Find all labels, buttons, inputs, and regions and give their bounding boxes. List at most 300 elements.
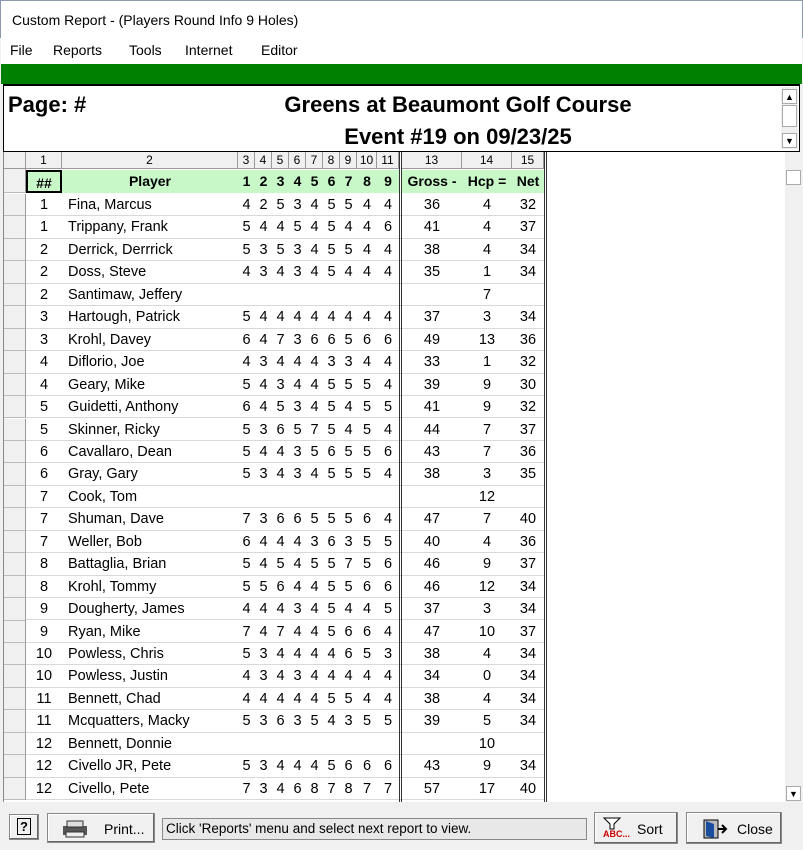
hole-score-cell: 5 [276,197,285,213]
table-row[interactable] [26,576,544,598]
col-header[interactable]: 8 [357,170,377,193]
row-header[interactable] [4,621,26,643]
player-cell: Gray, Gary [68,466,138,483]
net-cell [512,733,544,755]
table-row[interactable] [26,463,544,485]
hcp-cell: 9 [482,399,492,416]
hole-score-cell: 4 [310,219,319,236]
hole-score-cell: 5 [362,713,372,730]
table-row[interactable] [26,688,544,710]
grid-divider [544,152,547,802]
page-label: Page: # [8,92,87,117]
hole-score-cell: 4 [383,309,393,326]
hole-score-cell: 5 [344,197,353,213]
hcp-cell: 9 [482,556,492,573]
hole-score-cell: 5 [259,578,268,595]
hole-score-cell: 2 [259,197,268,213]
player-cell: Dougherty, James [68,601,185,618]
hole-score-cell: 4 [310,601,319,618]
col-number: 11 [377,152,399,169]
row-header[interactable] [4,351,26,373]
hcp-cell: 3 [482,601,492,618]
player-cell: Civello, Pete [68,780,150,797]
hole-score-cell: 4 [293,646,302,662]
hole-score-cell: 6 [383,331,393,348]
sort-label: Sort [637,821,663,837]
hcp-cell: 7 [482,511,492,528]
hole-score-cell: 4 [327,713,336,730]
hole-score-cell: 4 [293,758,302,775]
table-row[interactable] [26,621,544,643]
gross-cell: 57 [423,780,441,797]
col-header[interactable]: 9 [377,170,399,193]
rank-cell: 12 [35,780,53,797]
gross-cell [402,284,462,306]
row-header[interactable] [4,419,26,441]
hole-score-cell: 7 [276,331,285,348]
print-label: Print... [104,821,145,837]
hole-score-cell: 4 [276,601,285,618]
hole-score-cell: 4 [293,376,302,393]
grid-scrollbar[interactable] [785,152,802,802]
hole-score-cell: 6 [327,331,336,348]
col-header[interactable]: Player [62,170,238,193]
hole-score-cell: 5 [327,376,336,393]
player-cell: Ryan, Mike [68,623,141,640]
hole-score-cell: 4 [242,197,251,213]
table-row[interactable] [26,306,544,328]
table-row[interactable] [26,486,544,508]
table-row[interactable] [26,733,544,755]
hole-score-cell: 4 [276,690,285,707]
hole-score-cell: 3 [344,713,353,730]
table-row[interactable] [26,598,544,620]
hole-score-cell [323,733,340,755]
exit-door-icon [702,818,728,840]
hole-score-cell: 6 [293,511,302,528]
net-cell: 32 [519,354,537,371]
gross-cell: 47 [423,511,441,528]
hole-score-cell: 3 [293,241,302,258]
table-row[interactable] [26,778,544,800]
hcp-cell: 3 [482,466,492,483]
net-cell: 34 [519,309,537,326]
table-row[interactable] [26,284,544,306]
rank-cell: 3 [39,309,49,326]
gross-cell: 39 [423,376,441,393]
hole-score-cell [340,284,357,306]
hole-score-cell: 4 [383,421,393,438]
hole-score-cell: 4 [327,668,336,685]
hole-score-cell: 6 [327,533,336,550]
hole-score-cell: 6 [276,578,285,595]
grid-divider [399,152,402,802]
hole-score-cell: 3 [259,264,268,281]
hole-score-cell [238,733,255,755]
table-row[interactable] [26,419,544,441]
scroll-up-arrow-icon[interactable]: ▲ [782,89,797,104]
table-row[interactable] [26,239,544,261]
hole-score-cell: 4 [276,668,285,685]
menu-internet[interactable]: Internet [185,42,233,58]
player-cell: Weller, Bob [68,533,142,550]
rank-cell: 11 [36,690,52,707]
hole-score-cell: 3 [293,601,302,618]
rank-cell: 1 [39,197,49,213]
hole-score-cell: 6 [344,646,353,662]
hole-score-cell: 5 [362,399,372,416]
hole-score-cell: 4 [276,758,285,775]
hole-score-cell [357,284,377,306]
rank-cell: 6 [39,443,49,460]
report-header [3,84,800,152]
hole-score-cell: 3 [259,354,268,371]
menu-reports[interactable]: Reports [53,42,103,58]
col-number: 4 [255,152,272,169]
hole-score-cell: 4 [310,668,319,685]
player-cell: Trippany, Frank [68,219,168,236]
net-cell: 34 [519,578,537,595]
row-header[interactable] [4,396,26,418]
sort-funnel-icon [601,816,623,830]
hole-score-cell [272,486,289,508]
row-header[interactable] [4,710,26,732]
col-header[interactable]: 3 [272,170,289,193]
print-button[interactable] [47,813,155,843]
hole-score-cell: 4 [242,601,251,618]
hole-score-cell: 5 [344,241,353,258]
menu-editor[interactable]: Editor [261,42,298,58]
gross-cell: 38 [423,466,441,483]
hole-score-cell: 3 [293,197,302,213]
hole-score-cell: 5 [327,690,336,707]
col-header[interactable]: ## [26,170,62,193]
hole-score-cell: 4 [259,219,268,236]
table-row[interactable] [26,531,544,553]
row-header[interactable] [4,261,26,283]
corner-cell [4,152,26,169]
col-number: 9 [340,152,357,169]
status-message: Click 'Reports' menu and select next report to view. [162,818,587,840]
hole-score-cell: 5 [344,376,353,393]
hole-score-cell: 5 [242,376,251,393]
col-number: 15 [512,152,544,169]
hole-score-cell: 8 [310,780,319,797]
hole-score-cell: 5 [344,578,353,595]
row-header[interactable] [4,306,26,328]
rank-cell: 5 [39,421,49,438]
hole-score-cell: 6 [276,421,285,438]
hole-score-cell: 3 [259,241,268,258]
help-icon: ? [17,818,31,835]
hole-score-cell: 5 [327,399,336,416]
row-header[interactable] [4,755,26,777]
net-cell: 34 [519,758,537,775]
row-header[interactable] [4,665,26,687]
col-header[interactable]: Gross - [402,170,462,193]
row-header[interactable] [4,778,26,800]
row-header[interactable] [4,531,26,553]
player-cell: Diflorio, Joe [68,354,145,371]
hcp-cell: 4 [482,219,492,236]
hole-score-cell: 4 [344,601,353,618]
menu-bar [1,38,802,64]
hole-score-cell: 5 [310,556,319,573]
hole-score-cell [272,284,289,306]
hole-score-cell: 4 [276,466,285,483]
scroll-thumb[interactable] [782,105,797,127]
gross-cell: 38 [423,241,441,258]
hole-score-cell: 5 [344,466,353,483]
hole-score-cell: 4 [362,197,372,213]
row-header[interactable] [4,486,26,508]
row-header[interactable] [4,576,26,598]
hole-score-cell: 4 [383,241,393,258]
hole-score-cell: 5 [344,690,353,707]
hcp-cell: 10 [478,623,496,640]
hcp-cell: 10 [478,735,496,752]
hole-score-cell: 5 [310,511,319,528]
hole-score-cell: 3 [259,421,268,438]
net-cell: 34 [519,713,537,730]
row-header[interactable] [4,374,26,396]
hole-score-cell: 7 [327,780,336,797]
rank-cell: 11 [36,713,52,730]
hole-score-cell: 5 [242,219,251,236]
hole-score-cell: 4 [259,601,268,618]
hole-score-cell [289,486,306,508]
player-cell: Krohl, Tommy [68,578,157,595]
player-cell: Shuman, Dave [68,511,164,528]
player-cell: Powless, Justin [68,668,168,685]
net-cell: 34 [519,646,537,662]
table-row[interactable] [26,396,544,418]
hole-score-cell: 4 [383,690,393,707]
col-header[interactable]: 5 [306,170,323,193]
row-header[interactable] [4,508,26,530]
net-cell: 40 [519,780,537,797]
gross-cell [402,486,462,508]
hole-score-cell: 4 [310,758,319,775]
table-row[interactable] [26,261,544,283]
hole-score-cell: 5 [362,376,372,393]
hcp-cell: 4 [482,241,492,258]
row-header[interactable] [4,216,26,238]
gross-cell: 41 [423,399,441,416]
hole-score-cell: 4 [293,354,302,371]
sort-button[interactable] [594,812,678,844]
hole-score-cell: 5 [362,646,372,662]
hole-score-cell: 4 [259,533,268,550]
hole-score-cell [323,284,340,306]
hole-score-cell: 4 [276,219,285,236]
rank-cell: 5 [39,399,49,416]
table-row[interactable] [26,553,544,575]
rank-cell: 8 [39,556,49,573]
hole-score-cell: 6 [310,331,319,348]
hole-score-cell: 4 [310,646,319,662]
hole-score-cell [357,486,377,508]
hole-score-cell: 4 [310,197,319,213]
header-scrollbar[interactable] [781,87,798,149]
hcp-cell: 17 [478,780,496,797]
hcp-cell: 7 [482,286,492,303]
col-number: 1 [26,152,62,169]
hole-score-cell: 3 [310,533,319,550]
row-header[interactable] [4,194,26,216]
grid-scroll-down-icon[interactable]: ▼ [786,786,801,801]
hole-score-cell [377,733,399,755]
net-cell: 34 [519,264,537,281]
net-cell: 34 [519,668,537,685]
table-row[interactable] [26,374,544,396]
hole-score-cell: 5 [242,646,251,662]
table-row[interactable] [26,441,544,463]
hole-score-cell: 3 [259,758,268,775]
hole-score-cell: 4 [383,264,393,281]
hole-score-cell: 4 [383,623,393,640]
table-row[interactable] [26,665,544,687]
net-cell: 30 [519,376,537,393]
gross-cell [402,733,462,755]
col-header[interactable]: 4 [289,170,306,193]
table-row[interactable] [26,351,544,373]
hole-score-cell: 4 [310,690,319,707]
hole-score-cell: 4 [362,690,372,707]
hole-score-cell: 5 [344,331,353,348]
hole-score-cell: 4 [310,354,319,371]
row-header[interactable] [4,733,26,755]
hole-score-cell [289,733,306,755]
row-header[interactable] [4,553,26,575]
hole-score-cell: 6 [242,399,251,416]
hole-score-cell: 4 [276,264,285,281]
hole-score-cell: 3 [383,646,393,662]
hole-score-cell: 3 [293,668,302,685]
player-cell: Doss, Steve [68,264,147,281]
menu-file[interactable]: File [10,42,33,58]
rank-cell: 7 [39,533,49,550]
hole-score-cell: 5 [362,533,372,550]
hole-score-cell: 5 [242,241,251,258]
hole-score-cell: 4 [310,264,319,281]
row-header[interactable] [4,643,26,665]
col-header[interactable]: 1 [238,170,255,193]
hole-score-cell: 7 [344,556,353,573]
close-button[interactable] [686,812,782,844]
green-divider [1,64,802,84]
col-header[interactable]: 6 [323,170,340,193]
col-header[interactable]: 7 [340,170,357,193]
col-header[interactable]: Hcp = [462,170,512,193]
row-header[interactable] [4,239,26,261]
hole-score-cell: 4 [276,354,285,371]
help-button[interactable] [9,814,39,840]
gross-cell: 43 [423,443,441,460]
hcp-cell: 4 [482,646,492,662]
net-cell [512,284,544,306]
row-header[interactable] [4,329,26,351]
hole-score-cell: 3 [259,713,268,730]
gross-cell: 37 [423,309,441,326]
hole-score-cell: 3 [293,399,302,416]
rank-cell: 8 [39,578,49,595]
gross-cell: 34 [423,668,441,685]
hole-score-cell: 6 [383,443,393,460]
hcp-cell: 5 [482,713,492,730]
hole-score-cell: 6 [383,556,393,573]
hole-score-cell: 6 [276,713,285,730]
hole-score-cell: 4 [259,623,268,640]
table-row[interactable] [26,643,544,665]
hole-score-cell: 5 [242,466,251,483]
hole-score-cell: 4 [344,264,353,281]
net-cell: 36 [519,443,537,460]
row-header[interactable] [4,688,26,710]
col-number: 14 [462,152,512,169]
row-header[interactable] [4,463,26,485]
hole-score-cell: 7 [242,511,251,528]
hole-score-cell: 3 [259,646,268,662]
row-header[interactable] [4,441,26,463]
scroll-down-arrow-icon[interactable]: ▼ [782,133,797,148]
table-row[interactable] [26,710,544,732]
row-header[interactable] [4,598,26,620]
menu-tools[interactable]: Tools [129,42,162,58]
course-title: Greens at Beaumont Golf Course [284,92,632,117]
hole-score-cell: 4 [383,376,393,393]
table-row[interactable] [26,508,544,530]
hole-score-cell: 4 [276,533,285,550]
net-cell: 32 [519,399,537,416]
gross-cell: 47 [423,623,441,640]
hole-score-cell: 3 [344,533,353,550]
hole-score-cell: 6 [327,443,336,460]
hole-score-cell: 3 [293,443,302,460]
table-row[interactable] [26,216,544,238]
hole-score-cell: 6 [344,758,353,775]
net-cell: 40 [519,511,537,528]
hole-score-cell: 5 [242,758,251,775]
hole-score-cell: 5 [242,309,251,326]
hole-score-cell: 3 [259,466,268,483]
row-header[interactable] [4,284,26,306]
hcp-cell: 1 [482,354,492,371]
hole-score-cell: 4 [259,556,268,573]
table-row[interactable] [26,755,544,777]
table-row[interactable] [26,194,544,216]
rank-cell: 2 [39,264,49,281]
player-cell: Fina, Marcus [68,197,152,213]
report-grid[interactable] [3,152,800,802]
col-number: 10 [357,152,377,169]
col-header[interactable]: 2 [255,170,272,193]
col-number: 5 [272,152,289,169]
table-row[interactable] [26,329,544,351]
rank-cell: 10 [35,646,53,662]
grid-scroll-thumb[interactable] [786,170,801,185]
col-number: 2 [62,152,238,169]
hole-score-cell: 4 [310,578,319,595]
hole-score-cell: 4 [276,443,285,460]
hole-score-cell: 6 [362,758,372,775]
hole-score-cell: 4 [362,354,372,371]
col-header[interactable]: Net [512,170,544,193]
hole-score-cell: 4 [344,399,353,416]
hole-score-cell: 5 [327,511,336,528]
hole-score-cell: 5 [344,443,353,460]
hole-score-cell: 5 [310,443,319,460]
